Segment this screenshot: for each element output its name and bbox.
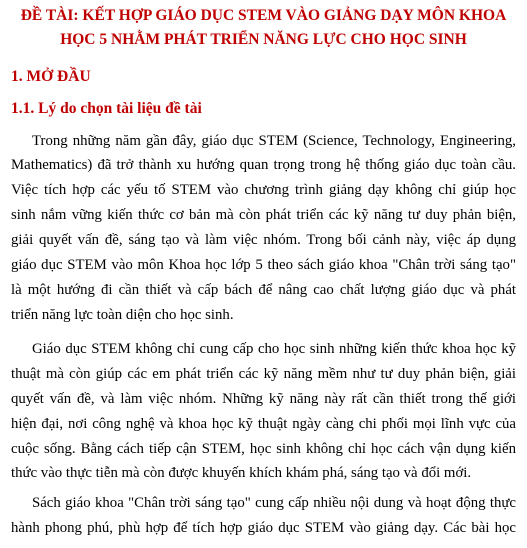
paragraph-3-line-2: hành phong phú, phù hợp để tích hợp giáo dục STEM vào giảng dạy. Các bài học [11, 520, 516, 536]
paragraph-2-line-2: thuật mà còn giúp các em phát triển các kỹ năng mềm như tư duy phản biện, giải [11, 366, 516, 382]
paragraph-1-line-8: triển năng lực toàn diện cho học sinh. [11, 307, 234, 323]
paragraph-2-line-4: hiện đại, nơi công nghệ và khoa học kỹ thuật ngày càng chi phối mọi lĩnh vực của [11, 416, 516, 432]
section-heading: 1. MỞ ĐẦU [11, 68, 91, 85]
paragraph-1-line-6: giáo dục STEM vào môn Khoa học lớp 5 theo sách giáo khoa "Chân trời sáng tạo" [11, 257, 516, 273]
paragraph-2-line-1: Giáo dục STEM không chỉ cung cấp cho học sinh những kiến thức khoa học kỹ [32, 341, 516, 357]
paragraph-3-line-1: Sách giáo khoa "Chân trời sáng tạo" cung cấp nhiều nội dung và hoạt động thực [32, 495, 516, 511]
paragraph-1-line-4: sinh nắm vững kiến thức cơ bản mà còn phát triển các kỹ năng tư duy phản biện, [11, 207, 516, 223]
paragraph-2-line-5: cuộc sống. Bằng cách tiếp cận STEM, học sinh không chỉ học cách vận dụng kiến [11, 441, 516, 457]
paragraph-1-line-7: là một hướng đi cần thiết và cấp bách để nâng cao chất lượng giáo dục và phát [11, 282, 516, 298]
paragraph-2-line-3: quyết vấn đề, và làm việc nhóm. Những kỹ năng này rất cần thiết trong thế giới [11, 391, 516, 407]
subsection-heading: 1.1. Lý do chọn tài liệu đề tài [11, 100, 202, 117]
paragraph-2-line-6: thức vào thực tiễn mà còn được khuyến khích khám phá, sáng tạo và đổi mới. [11, 465, 472, 481]
paragraph-1-line-2: Mathematics) đã trở thành xu hướng quan trọng trong hệ thống giáo dục toàn cầu. [11, 157, 516, 173]
paragraph-1-line-1: Trong những năm gần đây, giáo dục STEM (Science, Technology, Engineering, [32, 133, 516, 149]
paragraph-1-line-3: Việc tích hợp các yếu tố STEM vào chương trình giảng dạy không chỉ giúp học [11, 182, 516, 198]
paragraph-1-line-5: giải quyết vấn đề, sáng tạo và làm việc nhóm. Trong bối cảnh này, việc áp dụng [11, 232, 516, 248]
document-title-line-2: HỌC 5 NHẰM PHÁT TRIỂN NĂNG LỰC CHO HỌC SINH [60, 31, 467, 48]
document-title-line-1: ĐỀ TÀI: KẾT HỢP GIÁO DỤC STEM VÀO GIẢNG DẠY MÔN KHOA [20, 7, 507, 24]
